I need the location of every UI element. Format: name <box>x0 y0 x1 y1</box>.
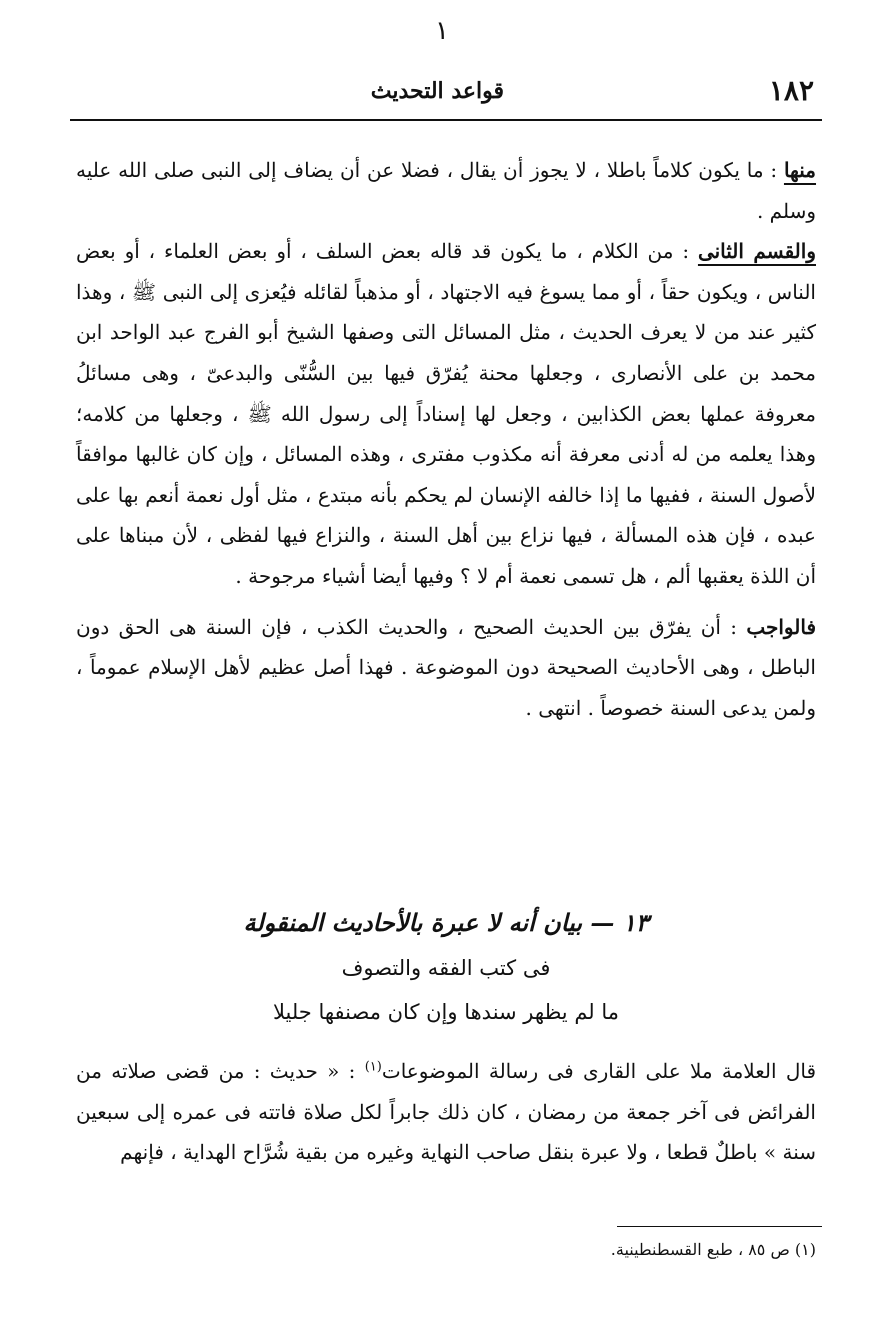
paragraph-1 <box>76 150 816 231</box>
quote-text <box>76 1051 816 1173</box>
paragraph-2-text: : من الكلام ، ما يكون قد قاله بعض السلف ، أو بعض العلماء ، أو بعض الناس ، ويكون حقاً ، أو مما يسوغ فيه الاجتهاد ، أو مذهباً لقائله فيُعزى إلى النبى ﷺ ، وهذا كثير عند من لا يعرف الحديث ، مثل المسائل التى وصفها الشيخ أبو الفرج عبد الواحد ابن محمد بن على الأنصارى ، وجعلها محنة يُفرّق فيها بين السُّنّى والبدعىّ ، وهى مسائلُ معروفة عملها بعض الكذابين ، وجعل لها إسناداً إلى رسول الله ﷺ ، وجعلها من كلامه؛ وهذا يعلمه من له أدنى معرفة أنه مكذوب مفترى ، وهذه المسائل ، وإن كان غالبها موافقاً لأصول السنة ، ففيها ما إذا خالفه الإنسان لم يحكم بأنه مبتدع ، مثل أول نعمة أنعم بها على عبده ، فإن هذه المسألة ، فيها نزاع بين أهل السنة ، والنزاع فيها لفظى ، لأن مبناها على أن اللذة يعقبها ألم ، هل تسمى نعمة أم لا ؟ وفيها أيضا أشياء مرجوحة . <box>76 239 816 588</box>
paragraph-1-text: : ما يكون كلاماً باطلا ، لا يجوز أن يقال ، فضلا عن أن يضاف إلى النبى صلى الله عليه وسلم . <box>76 158 816 223</box>
paragraph-1-lead: منها <box>783 158 817 182</box>
page-number: ١٨٢ <box>768 74 814 107</box>
header-rule <box>70 119 822 121</box>
footnote: (١) ص ٨٥ ، طبع القسطنطينية. <box>610 1240 816 1259</box>
paragraph-3-lead: فالواجب <box>746 614 816 639</box>
running-title: قواعد التحديث <box>370 78 504 104</box>
quote-before-marker: قال العلامة ملا على القارى فى رسالة الموضوعات <box>381 1059 817 1083</box>
body-text <box>76 150 816 728</box>
quote-paragraph <box>76 1051 816 1173</box>
section-subtitle-2: ما لم يظهر سندها وإن كان مصنفها جليلا <box>272 1000 620 1024</box>
section-subtitle-1: فى كتب الفقه والتصوف <box>341 956 551 980</box>
paragraph-3 <box>76 607 816 729</box>
running-header <box>70 74 814 110</box>
paragraph-2 <box>76 231 816 596</box>
paragraph-3-text: : أن يفرّق بين الحديث الصحيح ، والحديث الكذب ، فإن السنة هى الحق دون الباطل ، وهى الأحاديث الصحيحة دون الموضوعة . فهذا أصل عظيم لأهل الإسلام عموماً ، ولمن يدعى السنة خصوصاً . انتهى . <box>76 614 816 720</box>
footnote-marker: (١) <box>364 1059 382 1075</box>
footnote-rule <box>617 1226 822 1227</box>
top-mark: ١ <box>435 16 449 46</box>
section-title: ١٣ — بيان أنه لا عبرة بالأحاديث المنقولة <box>243 908 649 937</box>
section-heading <box>76 900 816 1034</box>
quote-after-marker: : « حديث : من قضى صلاته من الفرائض فى آخر جمعة من رمضان ، كان ذلك جابراً لكل صلاة فاتته فى عمره إلى سبعين سنة » باطلٌ قطعا ، ولا عبرة بنقل صاحب النهاية وغيره من بقية شُرَّاح الهداية ، فإنهم <box>76 1059 816 1165</box>
paragraph-2-lead: والقسم الثانى <box>697 239 816 264</box>
